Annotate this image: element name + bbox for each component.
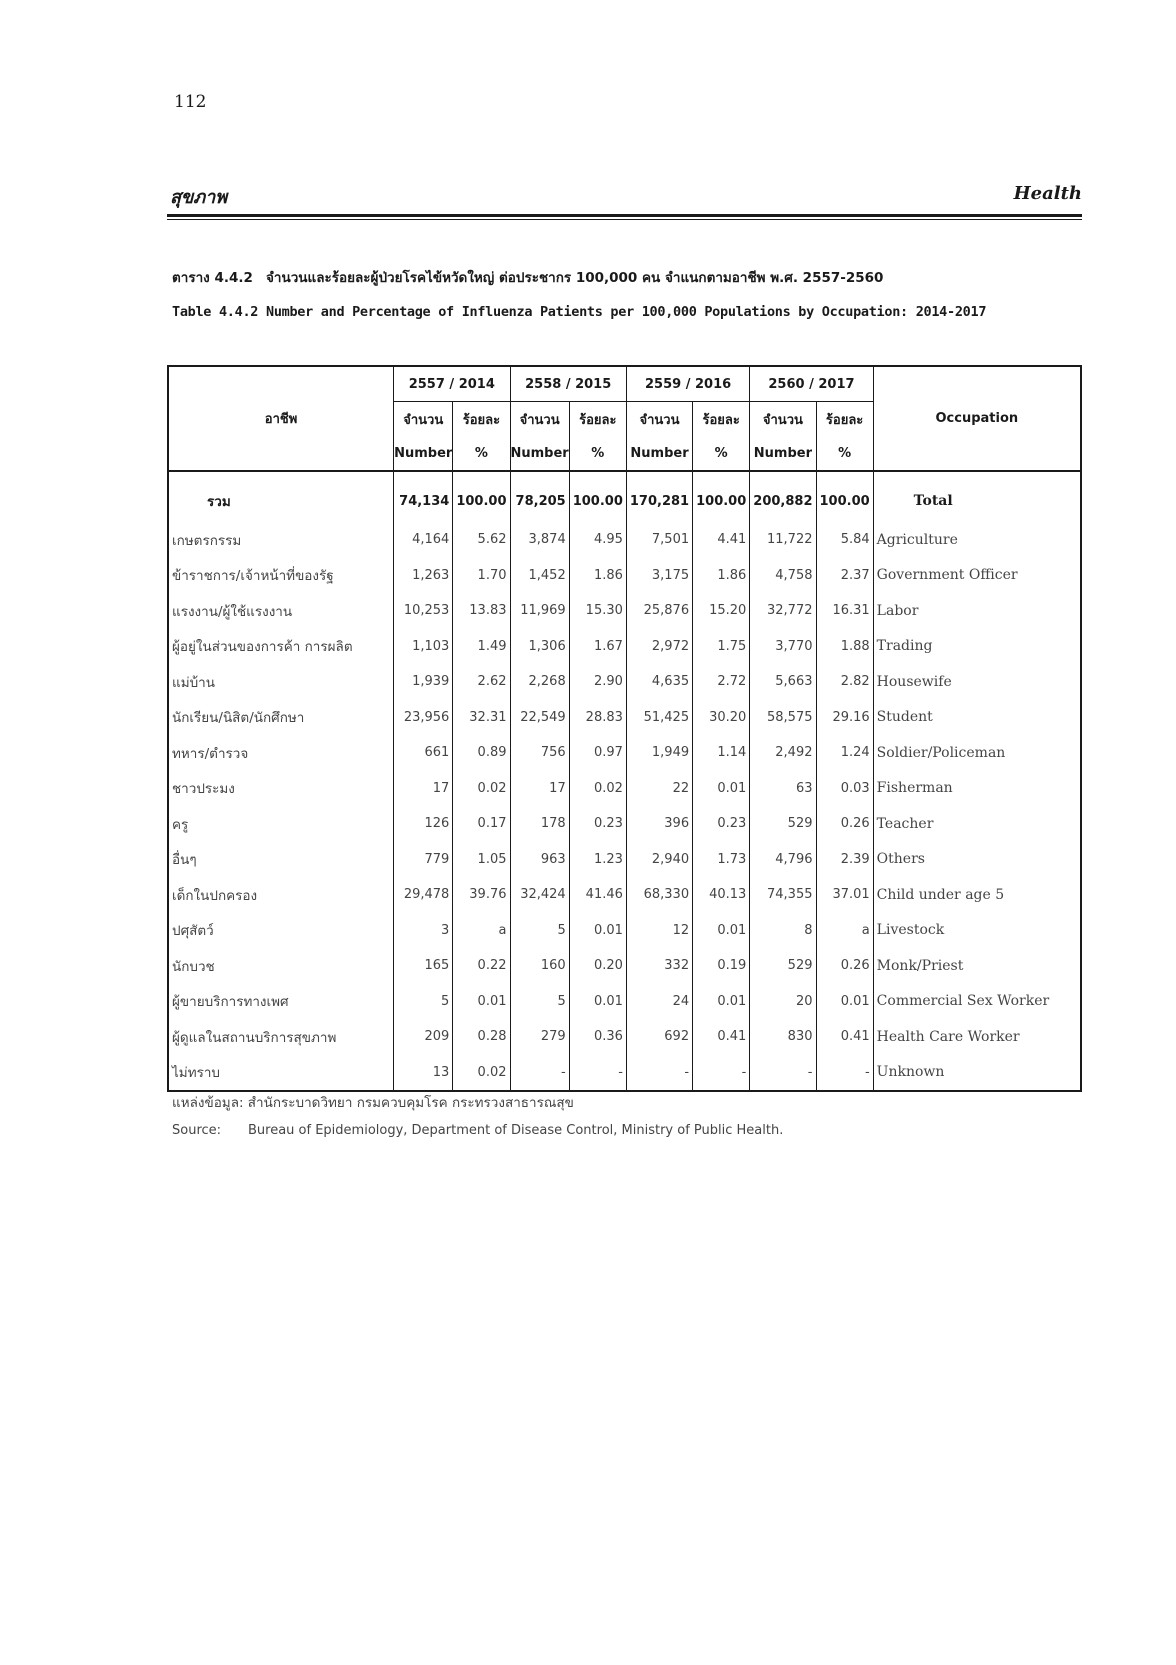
percent-cell: 2.82	[816, 664, 873, 700]
percent-cell: 29.16	[816, 700, 873, 736]
number-thai-header: จำนวน	[750, 402, 816, 437]
number-cell: 5,663	[750, 664, 816, 700]
percent-cell: 0.02	[569, 771, 626, 807]
table-row	[168, 842, 1081, 878]
occupation-thai-header: อาชีพ	[168, 366, 394, 471]
percent-cell: 15.20	[693, 593, 750, 629]
row-label-thai: เด็กในปกครอง	[172, 887, 258, 904]
number-cell: 68,330	[626, 877, 692, 913]
percent-cell: 1.88	[816, 629, 873, 665]
row-label-english: Unknown	[873, 1055, 1081, 1092]
table-row	[168, 1055, 1081, 1092]
influenza-occupation-table	[167, 365, 1082, 1092]
table-row	[168, 948, 1081, 984]
number-english-header: Number	[750, 436, 816, 471]
source-text-english: Bureau of Epidemiology, Department of Disease Control, Ministry of Public Health.	[248, 1123, 784, 1138]
percent-cell: 15.30	[569, 593, 626, 629]
number-cell: 5	[510, 913, 569, 949]
total-row	[168, 471, 1081, 522]
table-row	[168, 806, 1081, 842]
percent-cell: 0.26	[816, 806, 873, 842]
percent-cell: 0.01	[693, 913, 750, 949]
number-cell: 5	[394, 984, 453, 1020]
row-label-english: Others	[873, 842, 1081, 878]
number-cell: 160	[510, 948, 569, 984]
percent-cell: 0.03	[816, 771, 873, 807]
percent-cell: 1.23	[569, 842, 626, 878]
percent-cell: 0.41	[693, 1019, 750, 1055]
row-label-english: Monk/Priest	[873, 948, 1081, 984]
percent-thai-header: ร้อยละ	[816, 402, 873, 437]
number-english-header: Number	[626, 436, 692, 471]
row-label-english: Labor	[873, 593, 1081, 629]
number-cell: 10,253	[394, 593, 453, 629]
table-row	[168, 593, 1081, 629]
number-cell: 20	[750, 984, 816, 1020]
row-label-english: Commercial Sex Worker	[873, 984, 1081, 1020]
percent-cell: 1.67	[569, 629, 626, 665]
row-label-thai: ครู	[172, 816, 189, 833]
number-cell: 1,949	[626, 735, 692, 771]
percent-cell: 40.13	[693, 877, 750, 913]
row-label-thai: ผู้ขายบริการทางเพศ	[172, 994, 289, 1011]
percent-cell: 0.01	[693, 984, 750, 1020]
number-cell: 58,575	[750, 700, 816, 736]
number-cell: 529	[750, 806, 816, 842]
source-note-thai: แหล่งข้อมูล: สำนักระบาดวิทยา กรมควบคุมโรค กระทรวงสาธารณสุข	[172, 1095, 574, 1111]
number-cell: -	[626, 1055, 692, 1092]
percent-cell: a	[816, 913, 873, 949]
number-cell: 13	[394, 1055, 453, 1092]
number-cell: 963	[510, 842, 569, 878]
number-cell: 78,205	[510, 471, 569, 522]
number-cell: 22,549	[510, 700, 569, 736]
number-cell: 396	[626, 806, 692, 842]
percent-cell: 0.36	[569, 1019, 626, 1055]
percent-cell: 37.01	[816, 877, 873, 913]
percent-cell: 1.70	[453, 558, 510, 594]
percent-cell: 100.00	[693, 471, 750, 522]
percent-cell: 1.24	[816, 735, 873, 771]
percent-cell: 0.22	[453, 948, 510, 984]
number-cell: 200,882	[750, 471, 816, 522]
percent-cell: 39.76	[453, 877, 510, 913]
number-cell: 11,969	[510, 593, 569, 629]
number-cell: 5	[510, 984, 569, 1020]
year-header: 2557 / 2014	[394, 366, 510, 402]
row-label-thai: ผู้ดูแลในสถานบริการสุขภาพ	[172, 1029, 337, 1046]
row-label-english: Government Officer	[873, 558, 1081, 594]
percent-cell: 2.39	[816, 842, 873, 878]
header-rule-thick	[167, 214, 1082, 217]
number-cell: 63	[750, 771, 816, 807]
percent-cell: 28.83	[569, 700, 626, 736]
percent-cell: 16.31	[816, 593, 873, 629]
table-row	[168, 522, 1081, 558]
row-label-thai: แรงงาน/ผู้ใช้แรงงาน	[172, 603, 293, 620]
row-label-english: Child under age 5	[873, 877, 1081, 913]
percent-thai-header: ร้อยละ	[693, 402, 750, 437]
number-english-header: Number	[394, 436, 453, 471]
row-label-english: Student	[873, 700, 1081, 736]
number-cell: 178	[510, 806, 569, 842]
percent-cell: a	[453, 913, 510, 949]
number-cell: 661	[394, 735, 453, 771]
percent-cell: 0.41	[816, 1019, 873, 1055]
percent-cell: 2.72	[693, 664, 750, 700]
section-header-thai: สุขภาพ	[170, 187, 228, 208]
percent-cell: 0.28	[453, 1019, 510, 1055]
percent-cell: 1.73	[693, 842, 750, 878]
row-label-english: Agriculture	[873, 522, 1081, 558]
number-cell: 3,175	[626, 558, 692, 594]
row-label-english: Health Care Worker	[873, 1019, 1081, 1055]
number-cell: 692	[626, 1019, 692, 1055]
percent-cell: 0.01	[569, 984, 626, 1020]
row-label-thai: แม่บ้าน	[172, 674, 215, 691]
percent-cell: 4.41	[693, 522, 750, 558]
percent-english-header: %	[693, 436, 750, 471]
number-cell: 4,635	[626, 664, 692, 700]
number-thai-header: จำนวน	[626, 402, 692, 437]
percent-cell: 0.01	[569, 913, 626, 949]
row-label-thai: นักบวช	[172, 958, 215, 975]
percent-cell: 0.01	[693, 771, 750, 807]
percent-english-header: %	[453, 436, 510, 471]
row-label-thai: ชาวประมง	[172, 781, 235, 798]
year-header: 2559 / 2016	[626, 366, 749, 402]
number-cell: -	[510, 1055, 569, 1092]
percent-cell: -	[816, 1055, 873, 1092]
percent-cell: 0.89	[453, 735, 510, 771]
percent-cell: 1.86	[569, 558, 626, 594]
row-label-english: Livestock	[873, 913, 1081, 949]
year-header: 2560 / 2017	[750, 366, 873, 402]
number-cell: 22	[626, 771, 692, 807]
number-cell: 2,940	[626, 842, 692, 878]
number-cell: 32,424	[510, 877, 569, 913]
percent-cell: 100.00	[816, 471, 873, 522]
row-label-thai: ข้าราชการ/เจ้าหน้าที่ของรัฐ	[172, 568, 334, 585]
percent-cell: 2.37	[816, 558, 873, 594]
number-cell: 756	[510, 735, 569, 771]
number-cell: 1,452	[510, 558, 569, 594]
number-cell: 32,772	[750, 593, 816, 629]
number-cell: 74,355	[750, 877, 816, 913]
number-cell: 1,103	[394, 629, 453, 665]
row-label-thai: รวม	[207, 494, 231, 510]
number-cell: 779	[394, 842, 453, 878]
row-label-english: Teacher	[873, 806, 1081, 842]
percent-cell: 1.49	[453, 629, 510, 665]
percent-cell: 0.19	[693, 948, 750, 984]
caption-title-thai: จำนวนและร้อยละผู้ป่วยโรคไข้หวัดใหญ่ ต่อประชากร 100,000 คน จำแนกตามอาชีพ พ.ศ. 2557-2560	[266, 270, 884, 286]
table-row	[168, 629, 1081, 665]
row-label-thai: ทหาร/ตำรวจ	[172, 745, 249, 762]
row-label-thai: ผู้อยู่ในส่วนของการค้า การผลิต	[172, 639, 353, 656]
percent-english-header: %	[569, 436, 626, 471]
caption-label-english: Table 4.4.2	[172, 304, 259, 320]
row-label-thai: ปศุสัตว์	[172, 923, 214, 940]
number-cell: 1,939	[394, 664, 453, 700]
percent-cell: 13.83	[453, 593, 510, 629]
number-cell: 165	[394, 948, 453, 984]
source-note-english	[172, 1123, 783, 1138]
percent-cell: 0.23	[693, 806, 750, 842]
table-body	[168, 471, 1081, 1091]
number-cell: 529	[750, 948, 816, 984]
percent-cell: 5.84	[816, 522, 873, 558]
number-cell: 17	[394, 771, 453, 807]
percent-cell: 30.20	[693, 700, 750, 736]
number-cell: 3	[394, 913, 453, 949]
number-cell: 209	[394, 1019, 453, 1055]
percent-cell: -	[569, 1055, 626, 1092]
number-cell: 3,770	[750, 629, 816, 665]
number-cell: 8	[750, 913, 816, 949]
number-cell: 170,281	[626, 471, 692, 522]
table-row	[168, 664, 1081, 700]
page-number: 112	[174, 92, 207, 112]
header-rule-thin	[167, 219, 1082, 220]
caption-title-english: Number and Percentage of Influenza Patients per 100,000 Populations by Occupation: 2014-2017	[266, 304, 987, 320]
percent-cell: 0.17	[453, 806, 510, 842]
percent-cell: 1.14	[693, 735, 750, 771]
percent-cell: 0.01	[816, 984, 873, 1020]
number-cell: 4,758	[750, 558, 816, 594]
number-thai-header: จำนวน	[394, 402, 453, 437]
number-cell: 29,478	[394, 877, 453, 913]
percent-thai-header: ร้อยละ	[453, 402, 510, 437]
number-cell: 11,722	[750, 522, 816, 558]
percent-cell: 0.02	[453, 1055, 510, 1092]
table-row	[168, 913, 1081, 949]
number-cell: 1,306	[510, 629, 569, 665]
number-cell: 12	[626, 913, 692, 949]
year-header: 2558 / 2015	[510, 366, 626, 402]
percent-cell: 1.86	[693, 558, 750, 594]
row-label-english: Soldier/Policeman	[873, 735, 1081, 771]
table-row	[168, 1019, 1081, 1055]
percent-cell: 41.46	[569, 877, 626, 913]
percent-cell: 2.62	[453, 664, 510, 700]
percent-cell: 0.02	[453, 771, 510, 807]
percent-cell: 0.23	[569, 806, 626, 842]
percent-cell: 0.20	[569, 948, 626, 984]
number-cell: 126	[394, 806, 453, 842]
number-cell: 2,268	[510, 664, 569, 700]
percent-cell: 100.00	[453, 471, 510, 522]
number-cell: 3,874	[510, 522, 569, 558]
percent-cell: 2.90	[569, 664, 626, 700]
percent-cell: 100.00	[569, 471, 626, 522]
row-label-thai: นักเรียน/นิสิต/นักศึกษา	[172, 710, 305, 727]
percent-cell: 32.31	[453, 700, 510, 736]
row-label-english: Fisherman	[873, 771, 1081, 807]
source-label-english: Source:	[172, 1123, 222, 1138]
row-label-english: Housewife	[873, 664, 1081, 700]
row-label-english: Total	[873, 471, 1081, 522]
row-label-thai: ไม่ทราบ	[172, 1065, 220, 1082]
percent-cell: -	[693, 1055, 750, 1092]
percent-cell: 0.97	[569, 735, 626, 771]
percent-thai-header: ร้อยละ	[569, 402, 626, 437]
section-header-english: Health	[1013, 183, 1082, 204]
number-cell: 25,876	[626, 593, 692, 629]
table-row	[168, 984, 1081, 1020]
number-cell: 23,956	[394, 700, 453, 736]
table-caption-english	[172, 304, 986, 320]
number-cell: 17	[510, 771, 569, 807]
number-cell: 1,263	[394, 558, 453, 594]
row-label-thai: อื่นๆ	[172, 852, 197, 869]
number-english-header: Number	[510, 436, 569, 471]
table-row	[168, 735, 1081, 771]
percent-cell: 4.95	[569, 522, 626, 558]
percent-cell: 0.26	[816, 948, 873, 984]
number-cell: 2,972	[626, 629, 692, 665]
number-cell: -	[750, 1055, 816, 1092]
number-cell: 7,501	[626, 522, 692, 558]
number-cell: 4,164	[394, 522, 453, 558]
number-cell: 74,134	[394, 471, 453, 522]
number-cell: 4,796	[750, 842, 816, 878]
number-cell: 2,492	[750, 735, 816, 771]
table-row	[168, 558, 1081, 594]
number-cell: 51,425	[626, 700, 692, 736]
number-cell: 24	[626, 984, 692, 1020]
percent-english-header: %	[816, 436, 873, 471]
table-row	[168, 771, 1081, 807]
row-label-thai: เกษตรกรรม	[172, 532, 242, 549]
table-row	[168, 700, 1081, 736]
occupation-english-header: Occupation	[873, 366, 1081, 471]
percent-cell: 1.05	[453, 842, 510, 878]
caption-label-thai: ตาราง 4.4.2	[172, 270, 253, 286]
table-row	[168, 877, 1081, 913]
number-cell: 332	[626, 948, 692, 984]
table-caption-thai	[172, 266, 883, 288]
row-label-english: Trading	[873, 629, 1081, 665]
percent-cell: 5.62	[453, 522, 510, 558]
number-cell: 830	[750, 1019, 816, 1055]
percent-cell: 1.75	[693, 629, 750, 665]
number-cell: 279	[510, 1019, 569, 1055]
number-thai-header: จำนวน	[510, 402, 569, 437]
percent-cell: 0.01	[453, 984, 510, 1020]
